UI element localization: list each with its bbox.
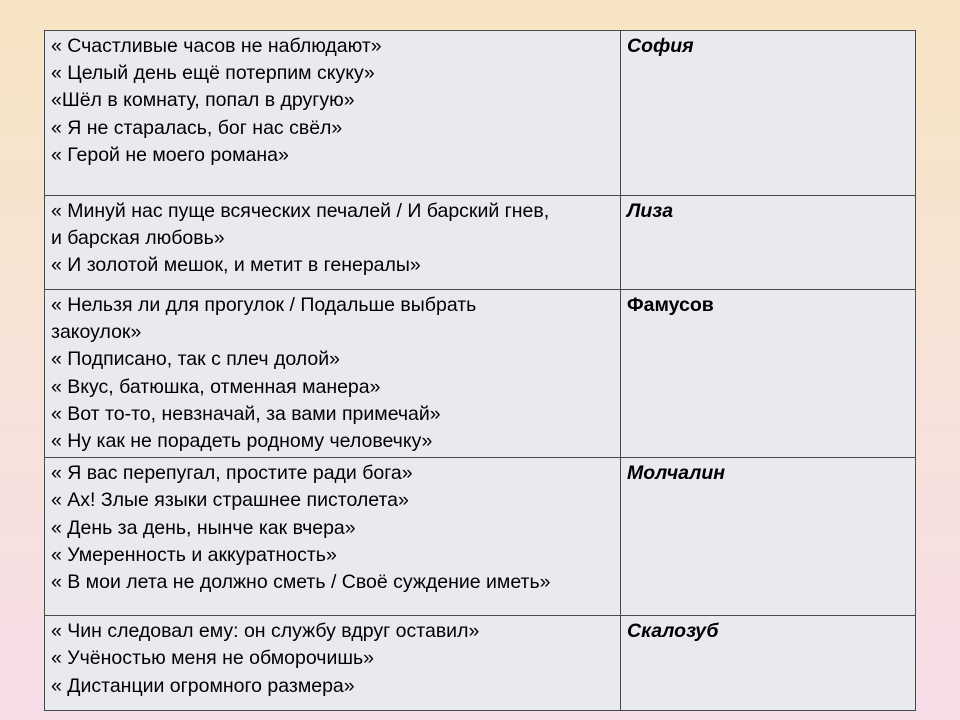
quote-line: « Счастливые часов не наблюдают» [51,35,382,57]
quotes-table [44,30,916,711]
quote-cell [45,616,621,711]
quote-line: « Я вас перепугал, простите ради бога» [51,462,413,485]
character-name: Фамусов [621,290,916,458]
quote-line: « Умеренность и аккуратность» [51,543,337,566]
quote-line: « Ах! Злые языки страшнее пистолета» [51,489,409,512]
quote-line: « Ну как не порадеть родному человечку» [51,430,433,453]
quote-line: « Вкус, батюшка, отменная манера» [51,375,381,398]
table-row [45,290,916,458]
quote-line: « Чин следовал ему: он службу вдруг оставил» [51,620,480,643]
quote-line: « Минуй нас пуще всяческих печалей / И барский гнев, [51,200,550,222]
quote-line: « День за день, нынче как вчера» [51,516,356,539]
table-row [45,31,916,196]
quote-line: и барская любовь» [51,227,225,250]
quote-cell [45,31,621,196]
quote-cell [45,290,621,458]
quote-line: « Дистанции огромного размера» [51,674,355,697]
quote-line: « Подписано, так с плеч долой» [51,348,340,371]
quote-line: « Вот то-то, невзначай, за вами примечай» [51,402,441,425]
character-name: Скалозуб [621,616,916,711]
quote-line: «Шёл в комнату, попал в другую» [51,89,355,112]
quote-line: « Нельзя ли для прогулок / Подальше выбрать [51,294,477,316]
table-row [45,196,916,290]
character-name: Лиза [621,196,916,290]
quote-line: « Герой не моего романа» [51,143,289,166]
quote-cell [45,458,621,616]
quote-line: « Целый день ещё потерпим скуку» [51,62,375,85]
quote-line: « Учёностью меня не обморочишь» [51,647,374,670]
character-name: София [621,31,916,196]
quote-line: « Я не старалась, бог нас свёл» [51,116,343,139]
quote-line: « И золотой мешок, и метит в генералы» [51,254,421,277]
table-row [45,616,916,711]
character-name: Молчалин [621,458,916,616]
quote-cell [45,196,621,290]
quote-line: закоулок» [51,321,142,344]
quote-line: « В мои лета не должно сметь / Своё суждение иметь» [51,571,551,594]
table-row [45,458,916,616]
